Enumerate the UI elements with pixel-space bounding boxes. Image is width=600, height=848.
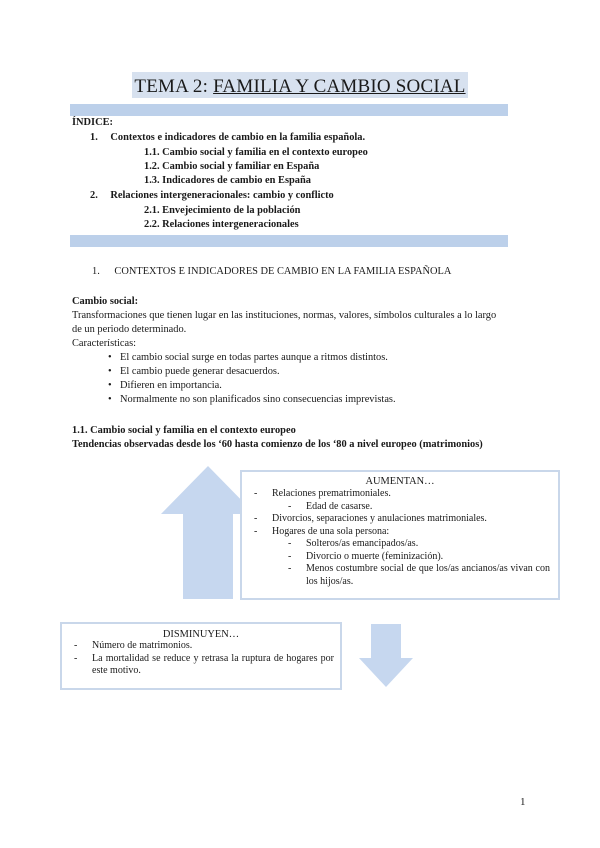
subsection-1-1-subheading: Tendencias observadas desde los ‘60 hasta comienzo de los ‘80 a nivel europeo (matrimonios) bbox=[72, 439, 483, 450]
subsection-1-1 bbox=[72, 424, 552, 452]
index-item-2-2: 2.2. Relaciones intergeneracionales bbox=[144, 219, 299, 230]
list-item: • El cambio social surge en todas partes aunque a ritmos distintos. bbox=[108, 351, 532, 365]
index-item-1-3: 1.3. Indicadores de cambio en España bbox=[144, 175, 311, 186]
page-title bbox=[0, 76, 600, 98]
list-item: • Difieren en importancia. bbox=[108, 379, 532, 393]
index-item-1-2: 1.2. Cambio social y familiar en España bbox=[144, 161, 320, 172]
list-item-text: Relaciones prematrimoniales. bbox=[272, 488, 391, 499]
index-item-1 bbox=[90, 131, 365, 145]
index-item-text: Relaciones intergeneracionales: cambio y conflicto bbox=[110, 190, 334, 201]
title-main: FAMILIA Y CAMBIO SOCIAL bbox=[213, 76, 466, 97]
aumentan-title: AUMENTAN… bbox=[365, 476, 435, 487]
sub-list-item: - Menos costumbre social de que los/as ancianos/as vivan con los hijos/as. bbox=[242, 563, 550, 588]
list-item: • Normalmente no son planificados sino consecuencias imprevistas. bbox=[108, 393, 532, 407]
characteristics-list bbox=[108, 351, 532, 407]
cambio-social-definition-2: de un periodo determinado. bbox=[72, 324, 187, 335]
list-item: - La mortalidad se reduce y retrasa la ruptura de hogares por este motivo. bbox=[62, 653, 334, 678]
aumentan-box bbox=[240, 470, 560, 600]
cambio-social-definition-1: Transformaciones que tienen lugar en las instituciones, normas, valores, símbolos culturales a lo largo bbox=[72, 310, 497, 321]
list-item-text: Hogares de una sola persona: bbox=[272, 525, 390, 537]
list-item: • El cambio puede generar desacuerdos. bbox=[108, 365, 532, 379]
section-1-heading bbox=[92, 266, 451, 277]
index-item-num: 1. bbox=[90, 132, 98, 143]
disminuyen-title: DISMINUYEN… bbox=[162, 629, 240, 640]
page-number: 1 bbox=[520, 796, 526, 808]
sub-list-item: - Solteros/as emancipados/as. bbox=[242, 538, 550, 551]
title-prefix: TEMA 2: bbox=[134, 76, 214, 97]
characteristics-label: Características: bbox=[72, 338, 137, 349]
index-bottom-band bbox=[70, 235, 508, 247]
index-item-2-1: 2.1. Envejecimiento de la población bbox=[144, 205, 301, 216]
list-item bbox=[242, 488, 550, 513]
cambio-social-label: Cambio social: bbox=[72, 296, 139, 307]
index-item-num: 2. bbox=[90, 190, 98, 201]
aumentan-list bbox=[242, 488, 558, 588]
cambio-social-block bbox=[72, 295, 532, 407]
disminuyen-list bbox=[62, 640, 340, 678]
list-item bbox=[242, 526, 550, 589]
disminuyen-box bbox=[60, 622, 342, 690]
index-item-1-1: 1.1. Cambio social y familia en el contexto europeo bbox=[144, 147, 368, 158]
index-item-2 bbox=[90, 189, 334, 203]
down-arrow-icon bbox=[358, 624, 414, 688]
subsection-1-1-heading: 1.1. Cambio social y familia en el contexto europeo bbox=[72, 425, 296, 436]
sub-list-item: - Edad de casarse. bbox=[242, 501, 550, 514]
index-label: ÍNDICE: bbox=[72, 117, 113, 128]
list-item: - Número de matrimonios. bbox=[62, 640, 334, 653]
sub-list-item: - Divorcio o muerte (feminización). bbox=[242, 551, 550, 564]
index-top-band bbox=[70, 104, 508, 116]
section-1-number: 1. bbox=[92, 266, 100, 277]
section-1-title: CONTEXTOS E INDICADORES DE CAMBIO EN LA FAMILIA ESPAÑOLA bbox=[114, 266, 452, 277]
index-item-text: Contextos e indicadores de cambio en la familia española. bbox=[110, 132, 366, 143]
list-item: - Divorcios, separaciones y anulaciones matrimoniales. bbox=[242, 513, 550, 526]
